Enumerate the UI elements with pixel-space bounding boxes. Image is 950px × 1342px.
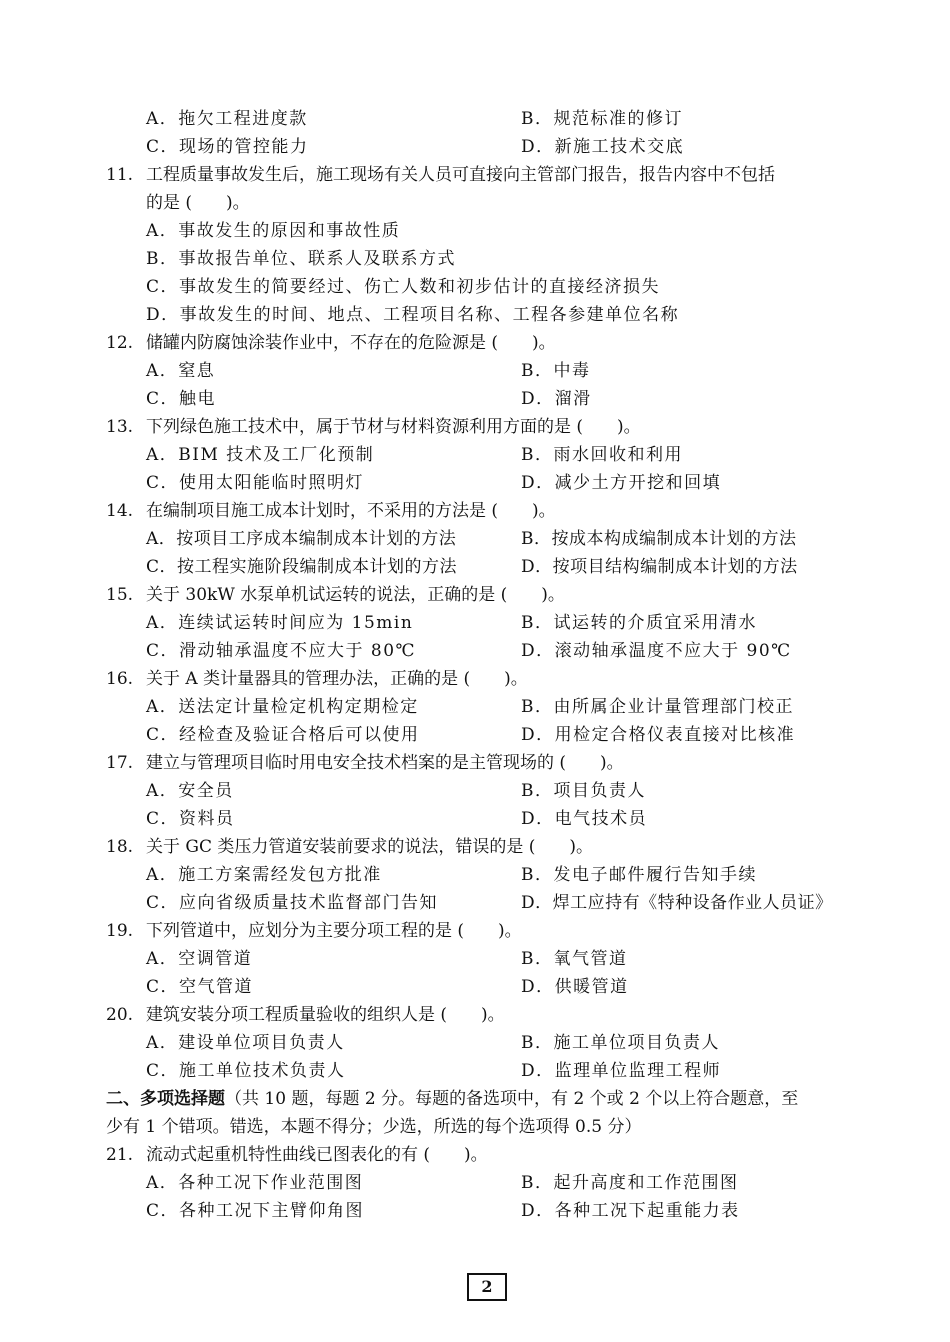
option-b: B．事故报告单位、联系人及联系方式	[146, 249, 456, 269]
question-text: 下列绿色施工技术中，属于节材与材料资源利用方面的是 ( )。	[146, 417, 641, 437]
question-number: 18.	[106, 837, 134, 857]
option-b: B．由所属企业计量管理部门校正	[521, 697, 794, 717]
option-d: D．用检定合格仪表直接对比核准	[521, 725, 796, 745]
question-text: 关于 A 类计量器具的管理办法，正确的是 ( )。	[146, 669, 528, 689]
section-title: 二、多项选择题	[106, 1089, 225, 1109]
question-number: 20.	[106, 1005, 134, 1025]
option-d: D．溜滑	[521, 389, 592, 409]
option-c: C．现场的管控能力	[146, 137, 309, 157]
option-b: B．中毒	[521, 361, 591, 381]
option-d: D．电气技术员	[521, 809, 648, 829]
option-a: A．BIM 技术及工厂化预制	[146, 445, 375, 465]
option-b: B．氧气管道	[521, 949, 628, 969]
option-a: A．建设单位项目负责人	[146, 1033, 345, 1053]
option-d: D．减少土方开挖和回填	[521, 473, 722, 493]
question-text: 储罐内防腐蚀涂装作业中，不存在的危险源是 ( )。	[146, 333, 556, 353]
option-c: C．资料员	[146, 809, 235, 829]
option-a: A．施工方案需经发包方批准	[146, 865, 382, 885]
question-text: 建立与管理项目临时用电安全技术档案的是主管现场的 ( )。	[146, 753, 624, 773]
option-c: C．应向省级质量技术监督部门告知	[146, 893, 439, 913]
option-b: B．发电子邮件履行告知手续	[521, 865, 757, 885]
option-a: A．安全员	[146, 781, 234, 801]
option-b: B．施工单位项目负责人	[521, 1033, 720, 1053]
question-number: 14.	[106, 501, 134, 521]
option-a: A．拖欠工程进度款	[146, 109, 308, 129]
question-number: 16.	[106, 669, 134, 689]
question-number: 15.	[106, 585, 134, 605]
question-text: 建筑安装分项工程质量验收的组织人是 ( )。	[146, 1005, 505, 1025]
option-a: A．按项目工序成本编制成本计划的方法	[146, 529, 457, 549]
question-text-continued: 的是 ( )。	[146, 193, 250, 213]
option-a: A．连续试运转时间应为 15min	[146, 613, 414, 633]
option-d: D．监理单位监理工程师	[521, 1061, 722, 1081]
option-c: C．施工单位技术负责人	[146, 1061, 346, 1081]
option-d: D．供暖管道	[521, 977, 629, 997]
question-number: 19.	[106, 921, 134, 941]
question-text: 流动式起重机特性曲线已图表化的有 ( )。	[146, 1145, 488, 1165]
option-a: A．窒息	[146, 361, 216, 381]
option-c: C．空气管道	[146, 977, 254, 997]
option-c: C．经检查及验证合格后可以使用	[146, 725, 420, 745]
question-number: 13.	[106, 417, 134, 437]
option-c: C．触电	[146, 389, 217, 409]
question-text: 工程质量事故发生后，施工现场有关人员可直接向主管部门报告，报告内容中不包括	[146, 165, 775, 185]
question-number: 21.	[106, 1145, 134, 1165]
option-d: D．各种工况下起重能力表	[521, 1201, 740, 1221]
question-number: 11.	[106, 165, 134, 185]
option-d: D．焊工应持有《特种设备作业人员证》	[521, 893, 833, 913]
section-description: （共 10 题，每题 2 分。每题的备选项中，有 2 个或 2 个以上符合题意，至	[225, 1089, 799, 1109]
question-text: 关于 GC 类压力管道安装前要求的说法，错误的是 ( )。	[146, 837, 594, 857]
option-a: A．空调管道	[146, 949, 253, 969]
option-c: C．事故发生的简要经过、伤亡人数和初步估计的直接经济损失	[146, 277, 661, 297]
section-description-continued: 少有 1 个错项。错选，本题不得分；少选，所选的每个选项得 0.5 分）	[106, 1117, 642, 1137]
option-a: A．送法定计量检定机构定期检定	[146, 697, 419, 717]
question-text: 关于 30kW 水泵单机试运转的说法，正确的是 ( )。	[146, 585, 565, 605]
option-b: B．雨水回收和利用	[521, 445, 683, 465]
option-b: B．规范标准的修订	[521, 109, 683, 129]
option-b: B．项目负责人	[521, 781, 646, 801]
page-number: 2	[467, 1273, 507, 1301]
option-c: C．各种工况下主臂仰角图	[146, 1201, 365, 1221]
question-number: 12.	[106, 333, 134, 353]
option-c: C．使用太阳能临时照明灯	[146, 473, 365, 493]
option-b: B．按成本构成编制成本计划的方法	[521, 529, 797, 549]
question-text: 在编制项目施工成本计划时，不采用的方法是 ( )。	[146, 501, 556, 521]
option-c: C．滑动轴承温度不应大于 80℃	[146, 641, 417, 661]
option-d: D．按项目结构编制成本计划的方法	[521, 557, 798, 577]
option-b: B．起升高度和工作范围图	[521, 1173, 739, 1193]
option-a: A．各种工况下作业范围图	[146, 1173, 364, 1193]
option-c: C．按工程实施阶段编制成本计划的方法	[146, 557, 458, 577]
option-d: D．新施工技术交底	[521, 137, 685, 157]
section-2-title-and-desc	[106, 1087, 798, 1111]
option-a: A．事故发生的原因和事故性质	[146, 221, 401, 241]
option-b: B．试运转的介质宜采用清水	[521, 613, 757, 633]
question-number: 17.	[106, 753, 134, 773]
option-d: D．事故发生的时间、地点、工程项目名称、工程各参建单位名称	[146, 305, 680, 325]
question-text: 下列管道中，应划分为主要分项工程的是 ( )。	[146, 921, 522, 941]
option-d: D．滚动轴承温度不应大于 90℃	[521, 641, 792, 661]
